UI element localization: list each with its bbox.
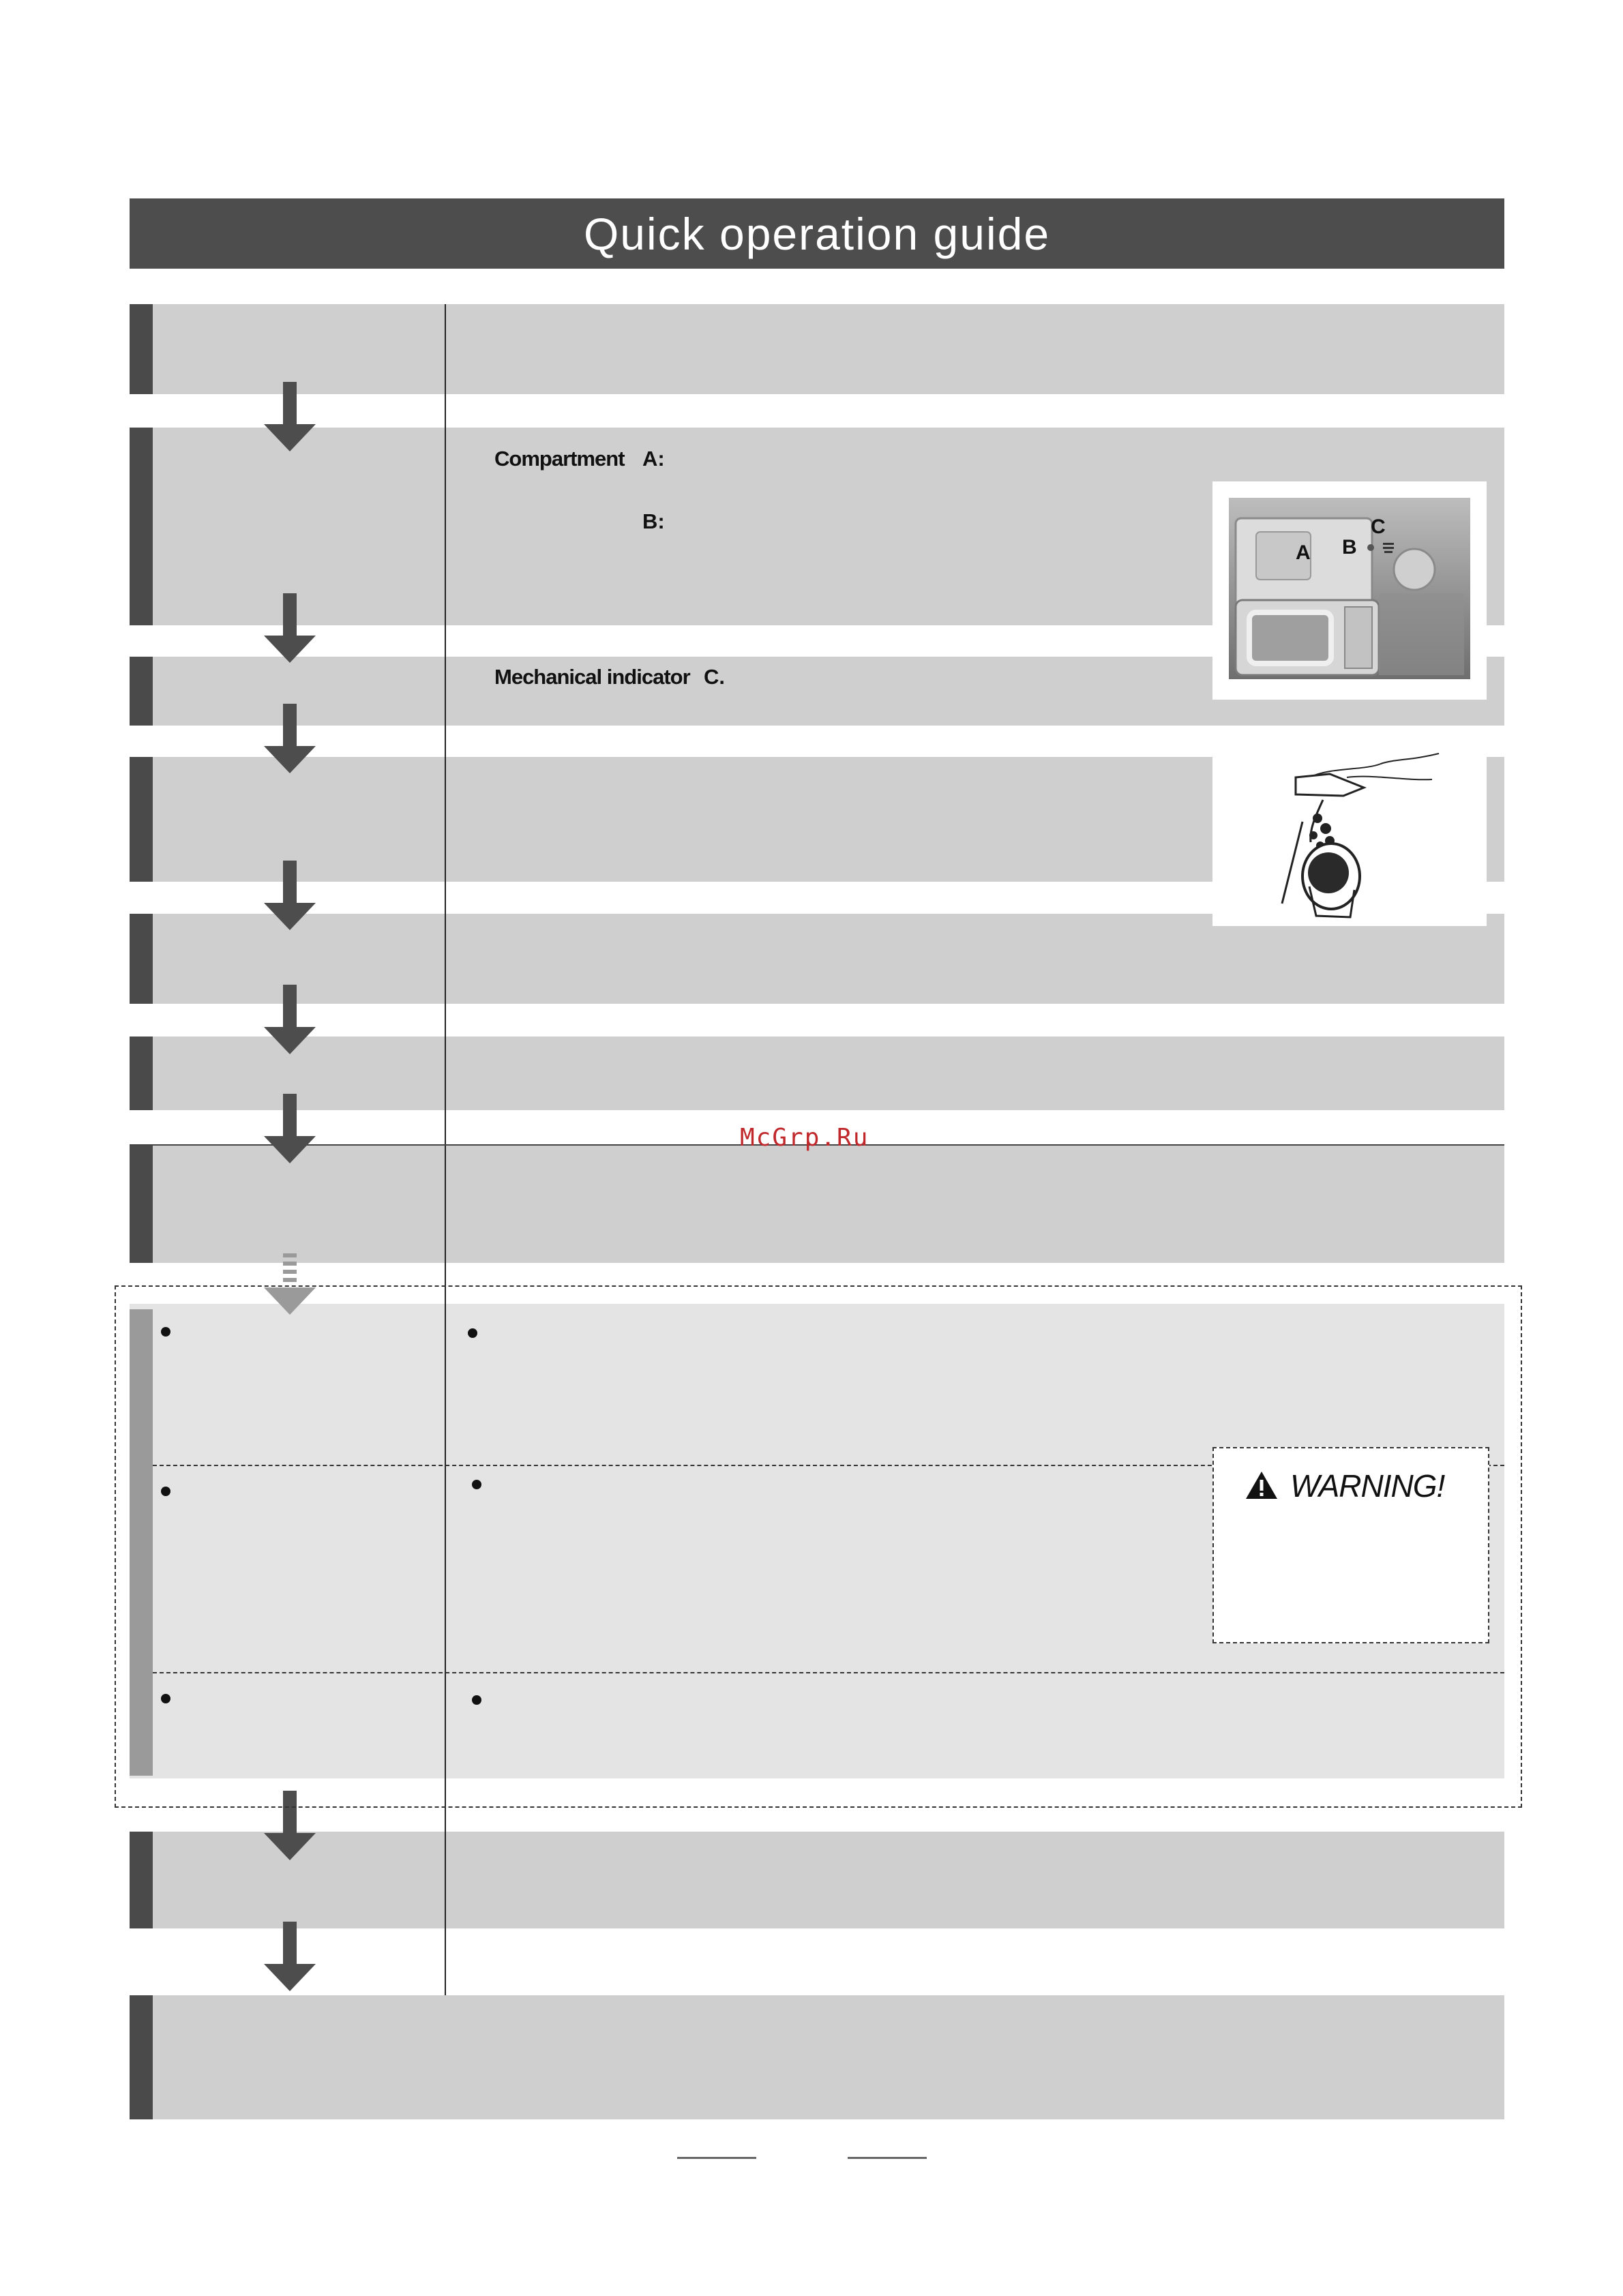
warning-triangle-icon	[1245, 1470, 1279, 1500]
page-title	[130, 198, 1504, 269]
warning-label: WARNING!	[1290, 1468, 1445, 1504]
step-tab-6	[130, 1037, 153, 1110]
down-arrow-icon-2	[263, 593, 317, 664]
option-bullet-right-1	[468, 1328, 477, 1338]
down-arrow-icon-3	[263, 704, 317, 775]
mechanical-indicator-label: Mechanical indicator	[494, 665, 690, 689]
option-bullet-left-3	[161, 1694, 170, 1703]
option-bullet-left-1	[161, 1327, 170, 1337]
compartment-label: Compartment	[494, 447, 625, 471]
watermark: McGrp.Ru	[740, 1124, 869, 1152]
footer-line-left	[677, 2157, 756, 2159]
step-tab-7	[130, 1146, 153, 1263]
photo-letter-c: C	[1371, 516, 1386, 538]
salt-filling-illustration	[1268, 740, 1453, 924]
page-title-text: Quick operation guide	[583, 208, 1051, 259]
option-bullet-left-2	[161, 1487, 170, 1496]
photo-letter-b: B	[1342, 536, 1357, 558]
step-band-5	[130, 914, 1504, 1004]
step-tab-5	[130, 914, 153, 1004]
compartment-b-label: B:	[642, 509, 665, 533]
step-tab-8	[130, 1832, 153, 1928]
dispenser-photo	[1229, 498, 1470, 679]
step-band-7	[130, 1146, 1504, 1263]
down-arrow-icon-1	[263, 382, 317, 453]
down-arrow-icon-8	[263, 1922, 317, 1993]
step-tab-2	[130, 428, 153, 625]
option-bullet-right-3	[472, 1695, 481, 1705]
step-band-6	[130, 1037, 1504, 1110]
step-tab-4	[130, 757, 153, 882]
down-arrow-icon-4	[263, 861, 317, 931]
step-band-8	[130, 1832, 1504, 1928]
down-arrow-icon-6	[263, 1094, 317, 1165]
photo-letter-a: A	[1296, 541, 1311, 564]
footer-line-right	[848, 2157, 927, 2159]
indicator-c-label: C.	[704, 665, 725, 689]
step-band-9	[130, 1995, 1504, 2119]
down-arrow-icon-5	[263, 985, 317, 1056]
compartment-a-label: A:	[642, 447, 665, 471]
option-bullet-right-2	[472, 1480, 481, 1489]
step-tab-3	[130, 657, 153, 726]
step-tab-1	[130, 304, 153, 394]
option-divider-2	[153, 1672, 1504, 1673]
step-band-1	[130, 304, 1504, 394]
step-tab-9	[130, 1995, 153, 2119]
